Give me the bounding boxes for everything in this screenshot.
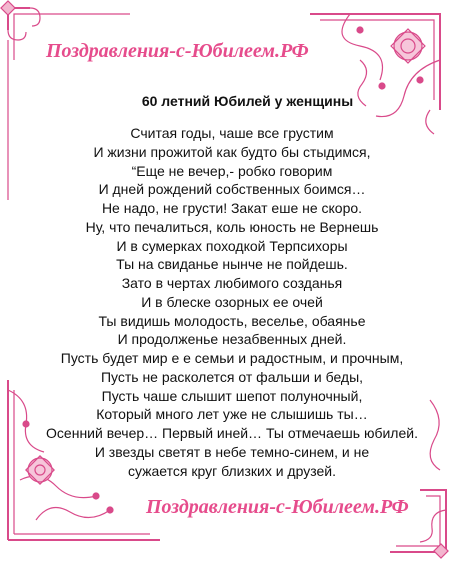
poem-line: И звезды светят в небе темно-синем, и не [94,443,370,460]
poem-line: Пусть не расколется от фальши и беды, [100,368,364,385]
poem-line: сужается круг близких и друзей. [127,462,336,479]
poem-line: Пусть будет мир е е семьи и радостным, и прочным, [60,350,404,366]
poem-line: Ты видишь молодость, веселье, обаянье [98,312,366,329]
poem-line: Ты на свиданье нынче не пойдешь. [116,256,348,273]
poem-line: И продолженье незабвенных дней. [117,331,347,348]
poem-line: “Еще не вечер,- робко говорим [131,162,333,179]
poem-line: И жизни прожитой как будто бы стыдимся, [93,143,371,160]
poem-line: И в блеске озорных ее очей [141,293,323,310]
poem-line: Который много лет уже не слышишь ты… [96,406,368,423]
poem-line: Зато в чертах любимого созданья [121,275,343,291]
poem-line: Осенний вечер… Первый иней… Ты отмечаешь юбилей. [46,425,418,441]
site-logo-top: Поздравления-с-Юбилеем.РФ [46,40,309,62]
poem-line: Ну, что печалиться, коль юность не Вернешь [85,218,379,235]
poem-line: Не надо, не грусти! Закат еше не скоро. [101,200,363,216]
corner-ornament-top-right [310,14,440,134]
poem-text [18,124,446,480]
site-logo-bottom: Поздравления-с-Юбилеем.РФ [146,496,409,518]
poem-line: Считая годы, чаше все грустим [130,125,334,141]
poem-line: Пусть чаше слышит шепот полуночный, [101,387,363,404]
poem-line: И дней рождений собственных боимся… [98,181,366,198]
poem-line: И в сумерках походкой Терпсихоры [116,237,348,254]
page-title: 60 летний Юбилей у женщины [141,93,354,109]
